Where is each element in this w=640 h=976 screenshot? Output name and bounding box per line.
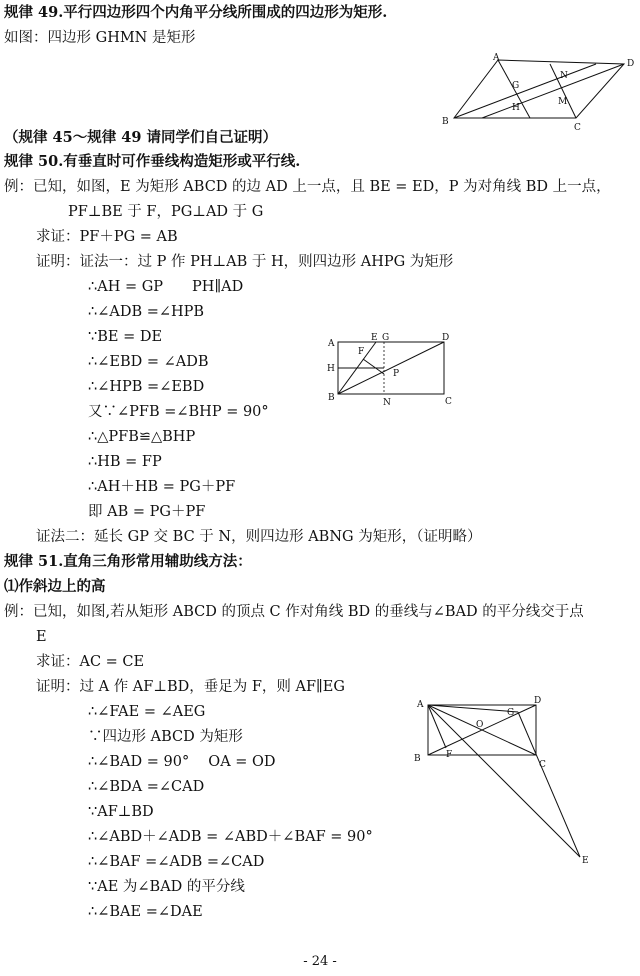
- fig3-label-D: D: [534, 696, 542, 706]
- ex2-given: 例：已知，如图,若从矩形 ABCD 的顶点 C 作对角线 BD 的垂线与∠BAD 的平分线交于点: [4, 604, 584, 620]
- ex1-step7: ∴△PFB≌△BHP: [88, 429, 196, 445]
- fig3-label-C: C: [539, 760, 546, 770]
- fig1-label-D: D: [627, 59, 635, 69]
- ex2-step5: ∵AF⊥BD: [88, 804, 154, 820]
- ex2-prove: 求证：AC = CE: [36, 654, 145, 670]
- fig3-label-F: F: [446, 750, 453, 760]
- rule49-text: 如图：四边形 GHMN 是矩形: [4, 30, 196, 46]
- fig2-label-E: E: [371, 333, 378, 343]
- rule49-title: 规律 49.平行四边形四个内角平分线所围成的四边形为矩形.: [4, 4, 388, 21]
- fig2-label-G: G: [382, 333, 390, 343]
- ex1-step6: 又∵∠PFB =∠BHP = 90°: [88, 404, 269, 420]
- fig1-label-H: H: [512, 103, 520, 113]
- fig1-label-C: C: [574, 123, 581, 132]
- fig1-label-A: A: [493, 53, 500, 63]
- figure-rectangle-abcd: [322, 328, 456, 408]
- ex1-given-cont: PF⊥BE 于 F，PG⊥AD 于 G: [68, 204, 264, 220]
- page-number: - 24 -: [303, 954, 337, 969]
- ex1-step4: ∴∠EBD = ∠ADB: [88, 354, 209, 370]
- fig2-label-P: P: [393, 369, 400, 379]
- ex1-step10: 即 AB = PG＋PF: [88, 504, 206, 520]
- fig1-label-M: M: [558, 97, 568, 107]
- fig3-label-E: E: [582, 856, 589, 866]
- fig3-label-O: O: [476, 720, 484, 730]
- ex2-given-cont: E: [36, 629, 47, 645]
- ex2-step1: ∴∠FAE = ∠AEG: [88, 704, 206, 720]
- figure-rectangle-point-e: [410, 695, 596, 867]
- fig1-label-N: N: [560, 71, 568, 81]
- ex2-step8: ∵AE 为∠BAD 的平分线: [88, 879, 245, 895]
- ex2-step7: ∴∠BAF =∠ADB =∠CAD: [88, 854, 265, 870]
- fig2-label-D: D: [442, 333, 450, 343]
- figure-parallelogram: [436, 52, 640, 132]
- fig1-label-B: B: [442, 117, 449, 127]
- rule51-title: 规律 51.直角三角形常用辅助线方法：: [4, 553, 252, 570]
- ex1-method2: 证法二：延长 GP 交 BC 于 N，则四边形 ABNG 为矩形，（证明略）: [36, 529, 482, 545]
- ex1-prove: 求证：PF＋PG = AB: [36, 229, 178, 245]
- fig2-label-F: F: [358, 347, 365, 357]
- fig2-label-A: A: [328, 339, 335, 349]
- fig2-label-C: C: [445, 397, 452, 407]
- ex1-step3: ∵BE = DE: [88, 329, 163, 345]
- ex1-step1: ∴AH = GP PH∥AD: [88, 279, 244, 295]
- ex2-step3: ∴∠BAD = 90° OA = OD: [88, 754, 276, 770]
- fig3-label-G: G: [507, 708, 515, 718]
- ex1-step2: ∴∠ADB =∠HPB: [88, 304, 205, 320]
- ex1-given: 例：已知，如图，E 为矩形 ABCD 的边 AD 上一点，且 BE = ED，P 为对角线 BD 上一点，: [4, 179, 611, 195]
- fig2-label-B: B: [328, 393, 335, 403]
- fig1-label-G: G: [512, 81, 520, 91]
- rule50-title: 规律 50.有垂直时可作垂线构造矩形或平行线.: [4, 153, 301, 170]
- ex2-step4: ∴∠BDA =∠CAD: [88, 779, 205, 795]
- ex1-proof-start: 证明：证法一：过 P 作 PH⊥AB 于 H，则四边形 AHPG 为矩形: [36, 254, 454, 270]
- ex2-step9: ∴∠BAE =∠DAE: [88, 904, 203, 920]
- rule45-49-note: （规律 45～规律 49 请同学们自己证明）: [4, 129, 277, 146]
- ex1-step5: ∴∠HPB =∠EBD: [88, 379, 205, 395]
- ex2-proof-start: 证明：过 A 作 AF⊥BD，垂足为 F，则 AF∥EG: [36, 679, 345, 695]
- ex2-step2: ∵四边形 ABCD 为矩形: [88, 729, 243, 745]
- fig3-label-B: B: [414, 754, 421, 764]
- fig2-label-H: H: [327, 364, 335, 374]
- fig3-label-A: A: [417, 700, 424, 710]
- ex1-step9: ∴AH＋HB = PG＋PF: [88, 479, 236, 495]
- rule51-sub1: ⑴作斜边上的高: [4, 578, 106, 595]
- ex1-step8: ∴HB = FP: [88, 454, 162, 470]
- ex2-step6: ∴∠ABD＋∠ADB = ∠ABD＋∠BAF = 90°: [88, 829, 373, 845]
- fig2-label-N: N: [383, 398, 391, 408]
